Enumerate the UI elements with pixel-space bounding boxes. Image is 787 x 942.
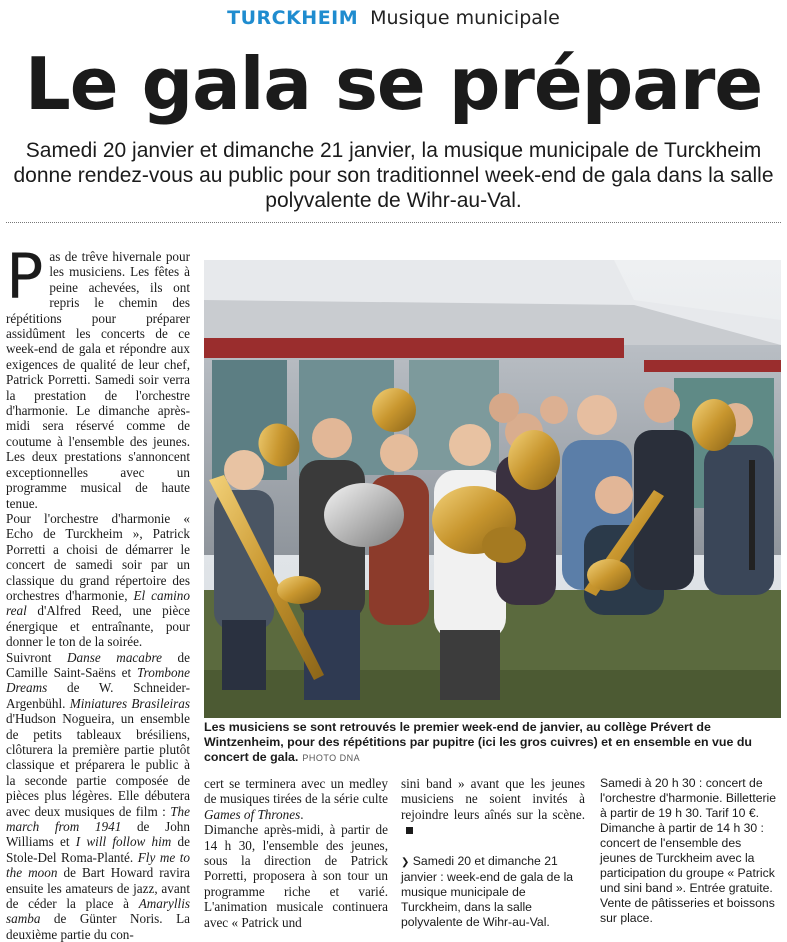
article-column-1 xyxy=(6,240,191,942)
photo-caption xyxy=(204,720,779,766)
paragraph-intro xyxy=(6,240,190,511)
paragraph-text: de Günter Noris. La deuxième partie du con- xyxy=(6,911,190,942)
band-photo-illustration xyxy=(204,260,781,718)
paragraph-text: de Stole-Del Roma-Planté. xyxy=(6,834,191,865)
paragraph-harmonie xyxy=(6,511,190,650)
work-title: Games of Thrones xyxy=(204,806,301,822)
paragraph-ending xyxy=(401,776,585,838)
work-title: The march from 1941 xyxy=(6,803,190,835)
work-title: I will follow him xyxy=(75,834,172,850)
info-sunday: Dimanche à partir de 14 h 30 : concert de l'ensemble des jeunes de Turckheim avec la participation du groupe « Patrick und sini band ». Entrée gratuite. xyxy=(600,821,775,895)
paragraph-text: as de trêve hivernale pour les musiciens. Les fêtes à peine achevées, ils ont repris le chemin des répétitions pour préparer assidûment les concerts de ce week-end de gala et répondre aux exigences de qualité de leur chef, Patrick Porretti. Samedi soir verra la prestation de l'orchestre d'harmonie. Le dimanche après-midi sera réservé comme de coutume à l'ensemble des jeunes. Les deux prestations s'annoncent exceptionnelles avec un programme musical de haute tenue. xyxy=(6,249,190,511)
paragraph-medley xyxy=(204,776,388,822)
drop-cap: P xyxy=(6,240,44,313)
article-column-2 xyxy=(204,776,388,930)
work-title: Amaryllis samba xyxy=(6,896,190,927)
work-title: Fly me to the moon xyxy=(6,849,190,881)
lede: Samedi 20 janvier et dimanche 21 janvier, la musique municipale de Turckheim donne rendez-vous au public pour son traditionnel week-end de gala dans la salle polyvalente de Wihr-au-Val. xyxy=(13,139,774,212)
kicker xyxy=(0,7,787,29)
paragraph-text: sini band » avant que les jeunes musiciens ne soient invités à rejoindre leurs aînés sur la scène. xyxy=(401,776,585,822)
divider xyxy=(6,222,781,223)
info-box-dates xyxy=(401,854,587,930)
band-photo xyxy=(204,260,781,718)
arrow-icon: ❯ xyxy=(401,857,410,868)
headline: Le gala se prépare xyxy=(24,42,763,126)
photo-credit: PHOTO DNA xyxy=(302,753,361,763)
paragraph-text: . xyxy=(300,806,304,822)
paragraph-sunday: Dimanche après-midi, à partir de 14 h 30, l'ensemble des jeunes, sous la direction de Patrick Porretti, proposera à son tour un programme riche et varié. L'animation musicale continuera avec « Patrick und xyxy=(204,822,388,930)
paragraph-text: Suivront xyxy=(6,649,68,665)
info-saturday: Samedi à 20 h 30 : concert de l'orchestre d'harmonie. Billetterie à partir de 19 h 30. Tarif 10 €. xyxy=(600,776,777,820)
paragraph-text: de Camille Saint-Saëns et xyxy=(6,649,190,680)
work-title: El camino real xyxy=(6,587,190,619)
work-title: Danse macabre xyxy=(67,649,162,665)
paragraph-programme xyxy=(6,650,190,942)
info-dates: Samedi 20 et dimanche 21 janvier : week-end de gala de la musique municipale de Turckheim, dans la salle polyvalente de Wihr-au-Val. xyxy=(401,854,574,929)
paragraph-text: d'Hudson Nogueira, un ensemble de petits tableaux brésiliens, clôturera la première partie plutôt classique et préparera le public à la seconde partie composée de pièces plus légères. Elle débutera avec deux musiques de film : xyxy=(6,711,190,819)
paragraph-text: de W. Schneider-Argenbühl. xyxy=(6,680,190,711)
work-title: Trombone Dreams xyxy=(6,664,190,696)
paragraph-text: de John Williams et xyxy=(6,819,190,850)
paragraph-text: de Bart Howard ravira ensuite les amateurs de jazz, avant de céder la place à xyxy=(6,865,190,912)
work-title: Miniatures Brasileiras xyxy=(69,695,190,711)
article-column-3 xyxy=(401,776,585,838)
paragraph-text: cert se terminera avec un medley de musiques tirées de la série culte xyxy=(204,776,388,807)
end-mark xyxy=(406,827,413,834)
info-sales: Vente de pâtisseries et boissons sur place. xyxy=(600,896,775,925)
info-column xyxy=(600,776,780,926)
paragraph-text: d'Alfred Reed, une pièce énergique et entraînante, pour donner le ton de la soirée. xyxy=(6,603,190,650)
kicker-section: Musique municipale xyxy=(370,7,560,29)
caption-text: Les musiciens se sont retrouvés le premier week-end de janvier, au collège Prévert de Wintzenheim, pour des répétitions par pupitre (ici les gros cuivres) et en ensemble en vue du concert de gala. xyxy=(204,720,752,764)
kicker-place: TURCKHEIM xyxy=(227,7,359,29)
paragraph-text: Pour l'orchestre d'harmonie « Echo de Turckheim », Patrick Porretti a choisi de démarrer le concert de samedi soir par un classique du grand répertoire des orchestres d'harmonie, xyxy=(6,510,190,603)
